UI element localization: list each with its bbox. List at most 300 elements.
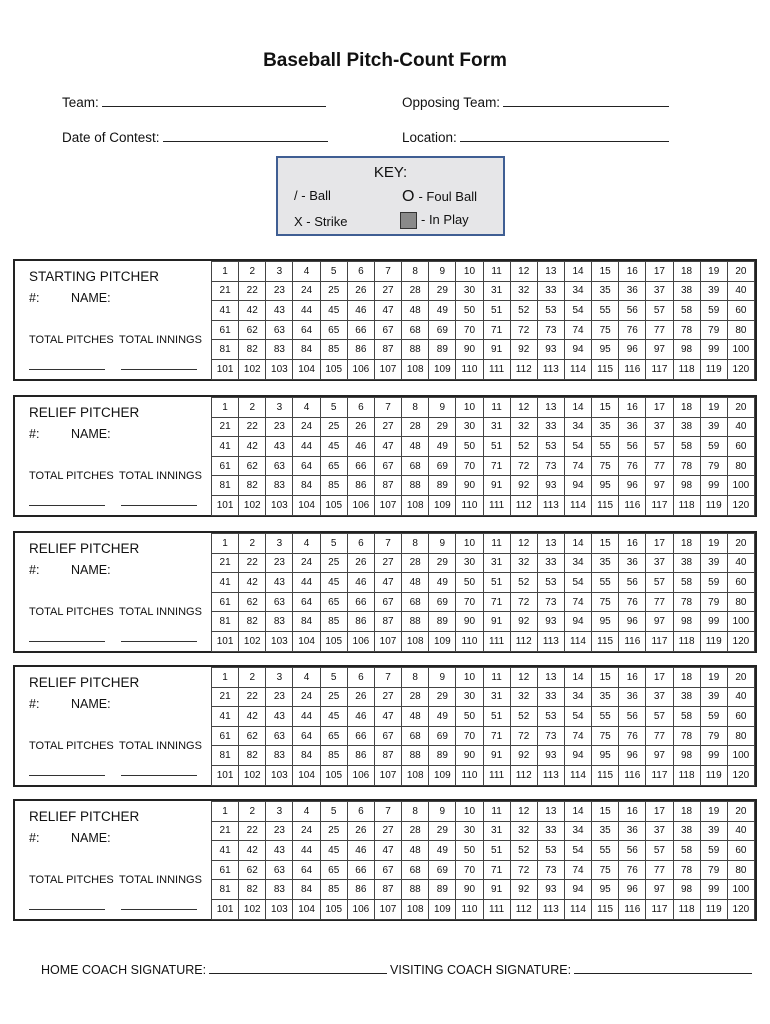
pitch-cell[interactable]: 107 [374, 495, 401, 515]
pitch-cell[interactable]: 39 [700, 687, 727, 707]
pitch-cell[interactable]: 113 [537, 899, 564, 919]
pitch-cell[interactable]: 72 [510, 860, 537, 880]
pitch-cell[interactable]: 95 [592, 476, 619, 496]
pitch-cell[interactable]: 120 [727, 495, 754, 515]
pitch-cell[interactable]: 94 [564, 612, 591, 632]
pitch-cell[interactable]: 35 [592, 821, 619, 841]
pitch-cell[interactable]: 61 [212, 726, 239, 746]
pitch-cell[interactable]: 53 [537, 437, 564, 457]
pitch-cell[interactable]: 94 [564, 746, 591, 766]
pitch-cell[interactable]: 106 [347, 495, 374, 515]
pitch-cell[interactable]: 86 [347, 880, 374, 900]
pitch-cell[interactable]: 7 [374, 262, 401, 282]
pitch-cell[interactable]: 25 [320, 553, 347, 573]
pitch-cell[interactable]: 5 [320, 398, 347, 418]
pitch-cell[interactable]: 25 [320, 821, 347, 841]
pitch-cell[interactable]: 3 [266, 398, 293, 418]
pitch-cell[interactable]: 98 [673, 340, 700, 360]
pitch-cell[interactable]: 92 [510, 612, 537, 632]
pitch-cell[interactable]: 57 [646, 301, 673, 321]
pitch-cell[interactable]: 32 [510, 821, 537, 841]
pitch-cell[interactable]: 17 [646, 668, 673, 688]
pitch-cell[interactable]: 24 [293, 417, 320, 437]
pitch-cell[interactable]: 21 [212, 281, 239, 301]
pitch-cell[interactable]: 61 [212, 320, 239, 340]
pitch-cell[interactable]: 59 [700, 707, 727, 727]
pitch-cell[interactable]: 4 [293, 398, 320, 418]
pitch-cell[interactable]: 85 [320, 612, 347, 632]
pitch-cell[interactable]: 36 [619, 417, 646, 437]
pitch-cell[interactable]: 14 [564, 262, 591, 282]
pitch-cell[interactable]: 69 [429, 592, 456, 612]
pitch-cell[interactable]: 45 [320, 437, 347, 457]
pitch-cell[interactable]: 65 [320, 726, 347, 746]
pitch-cell[interactable]: 19 [700, 534, 727, 554]
pitch-cell[interactable]: 108 [402, 765, 429, 785]
date-line[interactable] [163, 129, 328, 142]
pitch-cell[interactable]: 44 [293, 707, 320, 727]
pitch-cell[interactable]: 89 [429, 340, 456, 360]
pitch-cell[interactable]: 30 [456, 281, 483, 301]
pitch-cell[interactable]: 9 [429, 262, 456, 282]
pitch-cell[interactable]: 105 [320, 359, 347, 379]
pitch-cell[interactable]: 76 [619, 456, 646, 476]
pitch-cell[interactable]: 46 [347, 707, 374, 727]
total-pitches-field[interactable] [29, 497, 105, 506]
pitch-cell[interactable]: 79 [700, 456, 727, 476]
pitch-cell[interactable]: 109 [429, 631, 456, 651]
pitch-cell[interactable]: 107 [374, 765, 401, 785]
date-field[interactable] [62, 129, 328, 145]
pitch-cell[interactable]: 78 [673, 320, 700, 340]
pitch-cell[interactable]: 43 [266, 301, 293, 321]
pitch-cell[interactable]: 109 [429, 899, 456, 919]
pitch-cell[interactable]: 51 [483, 841, 510, 861]
pitch-cell[interactable]: 79 [700, 592, 727, 612]
pitch-cell[interactable]: 120 [727, 359, 754, 379]
pitch-cell[interactable]: 118 [673, 899, 700, 919]
pitch-cell[interactable]: 90 [456, 612, 483, 632]
pitch-cell[interactable]: 16 [619, 802, 646, 822]
pitch-cell[interactable]: 87 [374, 746, 401, 766]
pitch-cell[interactable]: 119 [700, 899, 727, 919]
pitch-cell[interactable]: 93 [537, 476, 564, 496]
pitch-cell[interactable]: 120 [727, 765, 754, 785]
pitch-cell[interactable]: 4 [293, 262, 320, 282]
pitch-cell[interactable]: 59 [700, 841, 727, 861]
pitch-cell[interactable]: 32 [510, 553, 537, 573]
pitch-cell[interactable]: 118 [673, 631, 700, 651]
pitch-cell[interactable]: 48 [402, 707, 429, 727]
pitch-cell[interactable]: 70 [456, 726, 483, 746]
pitch-cell[interactable]: 48 [402, 573, 429, 593]
total-pitches-field[interactable] [29, 361, 105, 370]
pitch-cell[interactable]: 27 [374, 553, 401, 573]
opposing-team-field[interactable] [402, 94, 669, 110]
pitch-cell[interactable]: 66 [347, 860, 374, 880]
pitch-cell[interactable]: 87 [374, 476, 401, 496]
pitch-cell[interactable]: 67 [374, 320, 401, 340]
pitch-cell[interactable]: 95 [592, 880, 619, 900]
pitch-cell[interactable]: 91 [483, 612, 510, 632]
pitch-cell[interactable]: 115 [592, 899, 619, 919]
pitch-cell[interactable]: 8 [402, 534, 429, 554]
pitch-cell[interactable]: 41 [212, 437, 239, 457]
pitch-cell[interactable]: 20 [727, 802, 754, 822]
pitch-cell[interactable]: 75 [592, 592, 619, 612]
pitch-cell[interactable]: 103 [266, 495, 293, 515]
pitch-cell[interactable]: 100 [727, 612, 754, 632]
pitch-cell[interactable]: 104 [293, 359, 320, 379]
pitch-cell[interactable]: 111 [483, 765, 510, 785]
pitch-cell[interactable]: 83 [266, 476, 293, 496]
pitch-cell[interactable]: 64 [293, 592, 320, 612]
pitch-cell[interactable]: 40 [727, 281, 754, 301]
pitch-cell[interactable]: 1 [212, 398, 239, 418]
pitch-cell[interactable]: 27 [374, 821, 401, 841]
pitch-cell[interactable]: 101 [212, 495, 239, 515]
pitch-cell[interactable]: 74 [564, 592, 591, 612]
pitch-cell[interactable]: 50 [456, 437, 483, 457]
pitch-cell[interactable]: 49 [429, 573, 456, 593]
pitch-cell[interactable]: 68 [402, 860, 429, 880]
pitch-cell[interactable]: 108 [402, 495, 429, 515]
pitch-cell[interactable]: 21 [212, 417, 239, 437]
pitch-cell[interactable]: 81 [212, 476, 239, 496]
pitch-cell[interactable]: 46 [347, 301, 374, 321]
pitch-cell[interactable]: 66 [347, 726, 374, 746]
pitch-cell[interactable]: 108 [402, 631, 429, 651]
pitch-cell[interactable]: 3 [266, 668, 293, 688]
pitch-cell[interactable]: 7 [374, 398, 401, 418]
pitch-cell[interactable]: 104 [293, 765, 320, 785]
pitch-cell[interactable]: 104 [293, 631, 320, 651]
pitch-cell[interactable]: 5 [320, 802, 347, 822]
pitch-cell[interactable]: 84 [293, 476, 320, 496]
pitch-cell[interactable]: 103 [266, 765, 293, 785]
pitch-cell[interactable]: 97 [646, 746, 673, 766]
pitch-cell[interactable]: 6 [347, 262, 374, 282]
pitch-cell[interactable]: 48 [402, 437, 429, 457]
pitch-cell[interactable]: 120 [727, 631, 754, 651]
pitch-cell[interactable]: 104 [293, 899, 320, 919]
pitch-cell[interactable]: 2 [239, 262, 266, 282]
pitch-cell[interactable]: 18 [673, 802, 700, 822]
pitch-cell[interactable]: 24 [293, 821, 320, 841]
pitch-cell[interactable]: 13 [537, 262, 564, 282]
pitch-cell[interactable]: 18 [673, 668, 700, 688]
pitch-cell[interactable]: 102 [239, 899, 266, 919]
pitch-cell[interactable]: 14 [564, 534, 591, 554]
pitch-cell[interactable]: 37 [646, 687, 673, 707]
pitch-cell[interactable]: 53 [537, 707, 564, 727]
pitch-cell[interactable]: 43 [266, 573, 293, 593]
pitch-cell[interactable]: 64 [293, 320, 320, 340]
pitch-cell[interactable]: 49 [429, 841, 456, 861]
pitch-cell[interactable]: 7 [374, 802, 401, 822]
pitch-cell[interactable]: 18 [673, 262, 700, 282]
total-pitches-field[interactable] [29, 633, 105, 642]
pitch-cell[interactable]: 99 [700, 746, 727, 766]
pitch-cell[interactable]: 21 [212, 687, 239, 707]
pitch-cell[interactable]: 88 [402, 746, 429, 766]
pitch-cell[interactable]: 69 [429, 860, 456, 880]
total-innings-field[interactable] [121, 767, 197, 776]
pitch-cell[interactable]: 22 [239, 553, 266, 573]
pitch-cell[interactable]: 52 [510, 437, 537, 457]
pitch-cell[interactable]: 69 [429, 456, 456, 476]
pitch-cell[interactable]: 56 [619, 573, 646, 593]
pitch-cell[interactable]: 49 [429, 437, 456, 457]
pitch-cell[interactable]: 60 [727, 437, 754, 457]
pitch-cell[interactable]: 2 [239, 802, 266, 822]
pitch-cell[interactable]: 56 [619, 437, 646, 457]
pitch-cell[interactable]: 43 [266, 707, 293, 727]
pitch-cell[interactable]: 24 [293, 281, 320, 301]
pitch-cell[interactable]: 110 [456, 359, 483, 379]
pitch-cell[interactable]: 114 [564, 631, 591, 651]
pitch-cell[interactable]: 34 [564, 687, 591, 707]
pitch-cell[interactable]: 26 [347, 417, 374, 437]
pitch-cell[interactable]: 56 [619, 707, 646, 727]
pitch-cell[interactable]: 79 [700, 320, 727, 340]
pitch-cell[interactable]: 75 [592, 456, 619, 476]
pitch-cell[interactable]: 57 [646, 573, 673, 593]
pitch-cell[interactable]: 91 [483, 476, 510, 496]
pitch-cell[interactable]: 21 [212, 553, 239, 573]
pitch-cell[interactable]: 99 [700, 880, 727, 900]
home-coach-signature[interactable] [41, 961, 387, 977]
pitch-cell[interactable]: 118 [673, 359, 700, 379]
pitch-cell[interactable]: 108 [402, 899, 429, 919]
pitch-cell[interactable]: 95 [592, 746, 619, 766]
pitch-cell[interactable]: 96 [619, 612, 646, 632]
pitch-cell[interactable]: 109 [429, 359, 456, 379]
pitch-cell[interactable]: 55 [592, 573, 619, 593]
pitch-cell[interactable]: 28 [402, 821, 429, 841]
pitch-cell[interactable]: 105 [320, 495, 347, 515]
pitch-cell[interactable]: 100 [727, 340, 754, 360]
pitch-cell[interactable]: 65 [320, 860, 347, 880]
pitch-cell[interactable]: 118 [673, 495, 700, 515]
pitch-cell[interactable]: 23 [266, 821, 293, 841]
pitch-cell[interactable]: 19 [700, 668, 727, 688]
pitch-cell[interactable]: 91 [483, 340, 510, 360]
pitch-cell[interactable]: 45 [320, 841, 347, 861]
pitch-cell[interactable]: 3 [266, 802, 293, 822]
pitch-cell[interactable]: 42 [239, 573, 266, 593]
pitch-cell[interactable]: 22 [239, 417, 266, 437]
pitch-cell[interactable]: 47 [374, 437, 401, 457]
pitch-cell[interactable]: 9 [429, 802, 456, 822]
pitch-cell[interactable]: 103 [266, 359, 293, 379]
pitch-cell[interactable]: 31 [483, 281, 510, 301]
pitch-cell[interactable]: 63 [266, 592, 293, 612]
pitch-cell[interactable]: 74 [564, 456, 591, 476]
pitch-cell[interactable]: 92 [510, 746, 537, 766]
pitch-cell[interactable]: 50 [456, 301, 483, 321]
pitch-cell[interactable]: 75 [592, 726, 619, 746]
pitch-cell[interactable]: 52 [510, 301, 537, 321]
pitch-cell[interactable]: 86 [347, 612, 374, 632]
pitch-cell[interactable]: 36 [619, 687, 646, 707]
pitch-cell[interactable]: 97 [646, 476, 673, 496]
pitch-cell[interactable]: 33 [537, 281, 564, 301]
pitch-cell[interactable]: 115 [592, 495, 619, 515]
pitch-cell[interactable]: 47 [374, 301, 401, 321]
pitch-cell[interactable]: 90 [456, 476, 483, 496]
pitch-cell[interactable]: 40 [727, 553, 754, 573]
pitch-cell[interactable]: 85 [320, 340, 347, 360]
pitch-cell[interactable]: 11 [483, 802, 510, 822]
pitch-cell[interactable]: 14 [564, 802, 591, 822]
pitch-cell[interactable]: 110 [456, 899, 483, 919]
pitch-cell[interactable]: 62 [239, 726, 266, 746]
total-pitches-field[interactable] [29, 767, 105, 776]
pitch-cell[interactable]: 38 [673, 417, 700, 437]
pitch-cell[interactable]: 63 [266, 860, 293, 880]
pitch-cell[interactable]: 49 [429, 301, 456, 321]
pitch-cell[interactable]: 1 [212, 262, 239, 282]
pitch-cell[interactable]: 28 [402, 417, 429, 437]
pitch-cell[interactable]: 88 [402, 612, 429, 632]
pitch-cell[interactable]: 37 [646, 553, 673, 573]
pitch-cell[interactable]: 66 [347, 592, 374, 612]
pitch-cell[interactable]: 82 [239, 746, 266, 766]
pitch-cell[interactable]: 38 [673, 821, 700, 841]
pitch-cell[interactable]: 33 [537, 687, 564, 707]
pitch-cell[interactable]: 47 [374, 841, 401, 861]
pitch-cell[interactable]: 31 [483, 687, 510, 707]
pitch-cell[interactable]: 58 [673, 573, 700, 593]
pitch-cell[interactable]: 84 [293, 880, 320, 900]
pitch-cell[interactable]: 15 [592, 802, 619, 822]
pitch-cell[interactable]: 1 [212, 534, 239, 554]
pitch-cell[interactable]: 18 [673, 398, 700, 418]
pitch-cell[interactable]: 82 [239, 612, 266, 632]
pitch-cell[interactable]: 83 [266, 880, 293, 900]
pitch-cell[interactable]: 20 [727, 262, 754, 282]
pitch-cell[interactable]: 85 [320, 476, 347, 496]
pitch-cell[interactable]: 70 [456, 456, 483, 476]
pitch-cell[interactable]: 77 [646, 726, 673, 746]
pitch-cell[interactable]: 90 [456, 746, 483, 766]
pitch-cell[interactable]: 73 [537, 456, 564, 476]
pitch-cell[interactable]: 41 [212, 707, 239, 727]
pitch-cell[interactable]: 62 [239, 320, 266, 340]
pitch-cell[interactable]: 78 [673, 860, 700, 880]
location-line[interactable] [460, 129, 669, 142]
pitch-cell[interactable]: 71 [483, 456, 510, 476]
total-pitches-field[interactable] [29, 901, 105, 910]
pitch-cell[interactable]: 67 [374, 592, 401, 612]
pitch-cell[interactable]: 33 [537, 553, 564, 573]
pitch-cell[interactable]: 64 [293, 726, 320, 746]
pitch-cell[interactable]: 34 [564, 417, 591, 437]
pitch-cell[interactable]: 43 [266, 841, 293, 861]
pitch-cell[interactable]: 101 [212, 631, 239, 651]
pitch-cell[interactable]: 37 [646, 281, 673, 301]
pitch-cell[interactable]: 113 [537, 631, 564, 651]
pitch-cell[interactable]: 73 [537, 726, 564, 746]
pitch-cell[interactable]: 111 [483, 359, 510, 379]
pitch-cell[interactable]: 24 [293, 553, 320, 573]
pitch-cell[interactable]: 105 [320, 765, 347, 785]
pitch-cell[interactable]: 96 [619, 340, 646, 360]
pitch-cell[interactable]: 14 [564, 668, 591, 688]
pitch-cell[interactable]: 95 [592, 340, 619, 360]
pitch-cell[interactable]: 87 [374, 880, 401, 900]
pitch-cell[interactable]: 96 [619, 476, 646, 496]
pitch-cell[interactable]: 59 [700, 573, 727, 593]
pitch-cell[interactable]: 28 [402, 687, 429, 707]
pitch-cell[interactable]: 42 [239, 707, 266, 727]
pitch-cell[interactable]: 76 [619, 726, 646, 746]
home-coach-signature-line[interactable] [209, 961, 387, 974]
pitch-cell[interactable]: 39 [700, 417, 727, 437]
pitch-cell[interactable]: 25 [320, 687, 347, 707]
pitch-cell[interactable]: 44 [293, 841, 320, 861]
pitch-cell[interactable]: 63 [266, 726, 293, 746]
pitch-cell[interactable]: 110 [456, 631, 483, 651]
pitch-cell[interactable]: 63 [266, 320, 293, 340]
visiting-coach-signature[interactable] [390, 961, 752, 977]
pitch-cell[interactable]: 57 [646, 841, 673, 861]
pitch-cell[interactable]: 92 [510, 476, 537, 496]
pitch-cell[interactable]: 29 [429, 687, 456, 707]
pitch-cell[interactable]: 58 [673, 437, 700, 457]
pitch-cell[interactable]: 51 [483, 301, 510, 321]
pitch-cell[interactable]: 61 [212, 592, 239, 612]
pitch-cell[interactable]: 13 [537, 802, 564, 822]
pitch-cell[interactable]: 49 [429, 707, 456, 727]
pitch-cell[interactable]: 97 [646, 880, 673, 900]
pitch-cell[interactable]: 17 [646, 262, 673, 282]
pitch-cell[interactable]: 68 [402, 456, 429, 476]
pitch-cell[interactable]: 9 [429, 398, 456, 418]
pitch-cell[interactable]: 4 [293, 668, 320, 688]
pitch-cell[interactable]: 36 [619, 553, 646, 573]
pitch-cell[interactable]: 30 [456, 553, 483, 573]
pitch-cell[interactable]: 38 [673, 687, 700, 707]
pitch-cell[interactable]: 7 [374, 534, 401, 554]
pitch-cell[interactable]: 3 [266, 262, 293, 282]
total-innings-field[interactable] [121, 361, 197, 370]
pitch-cell[interactable]: 41 [212, 301, 239, 321]
pitch-cell[interactable]: 89 [429, 880, 456, 900]
pitch-cell[interactable]: 20 [727, 668, 754, 688]
pitch-cell[interactable]: 19 [700, 398, 727, 418]
pitch-cell[interactable]: 93 [537, 612, 564, 632]
pitch-cell[interactable]: 12 [510, 802, 537, 822]
pitch-cell[interactable]: 61 [212, 860, 239, 880]
pitch-cell[interactable]: 83 [266, 612, 293, 632]
pitch-cell[interactable]: 45 [320, 301, 347, 321]
pitch-cell[interactable]: 80 [727, 592, 754, 612]
pitch-cell[interactable]: 64 [293, 860, 320, 880]
pitch-cell[interactable]: 9 [429, 668, 456, 688]
pitch-cell[interactable]: 73 [537, 860, 564, 880]
pitch-cell[interactable]: 30 [456, 821, 483, 841]
pitch-cell[interactable]: 91 [483, 880, 510, 900]
pitch-cell[interactable]: 113 [537, 765, 564, 785]
pitch-cell[interactable]: 51 [483, 573, 510, 593]
pitch-cell[interactable]: 56 [619, 841, 646, 861]
pitch-cell[interactable]: 104 [293, 495, 320, 515]
pitch-cell[interactable]: 51 [483, 437, 510, 457]
opposing-team-line[interactable] [503, 94, 669, 107]
pitch-cell[interactable]: 117 [646, 631, 673, 651]
